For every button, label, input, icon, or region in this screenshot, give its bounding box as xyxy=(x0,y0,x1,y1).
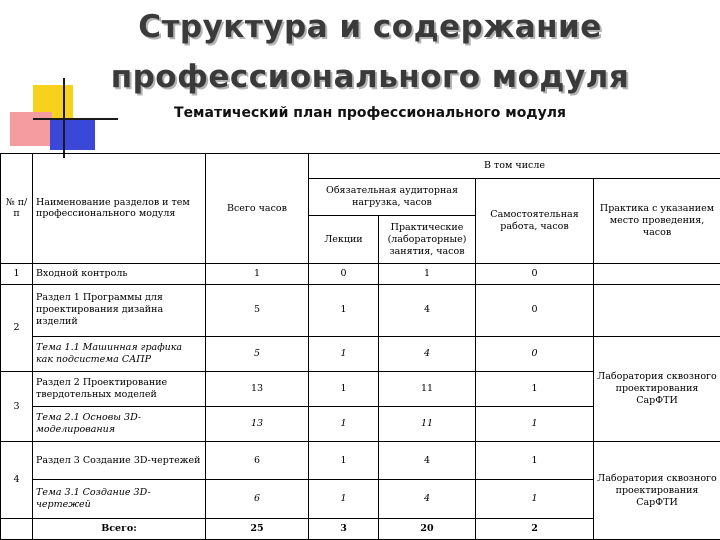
header-mandatory: Обязательная аудиторная нагрузка, часов xyxy=(309,178,476,215)
totals-num xyxy=(1,519,33,540)
row-num: 2 xyxy=(1,284,33,371)
row-name: Раздел 2 Проектирование твердотельных моделей xyxy=(33,371,206,406)
row-name: Раздел 3 Создание 3D-чертежей xyxy=(33,442,206,479)
table-row xyxy=(1,442,720,479)
row-independent: 1 xyxy=(476,479,594,518)
table-row xyxy=(1,284,720,336)
row-independent: 0 xyxy=(476,263,594,284)
decor-blue-square xyxy=(50,118,95,150)
row-total: 5 xyxy=(206,336,309,371)
row-practice xyxy=(594,284,720,336)
totals-independent: 2 xyxy=(476,519,594,540)
row-lectures: 1 xyxy=(309,371,379,406)
row-total: 6 xyxy=(206,442,309,479)
header-practical: Практические (лабораторные) занятия, часов xyxy=(379,216,476,264)
row-lectures: 1 xyxy=(309,336,379,371)
table-row xyxy=(1,336,720,371)
row-independent: 1 xyxy=(476,442,594,479)
row-total: 13 xyxy=(206,407,309,442)
row-independent: 0 xyxy=(476,284,594,336)
page-title-line-2: профессионального модуля xyxy=(110,59,630,95)
row-lectures: 0 xyxy=(309,263,379,284)
row-num: 1 xyxy=(1,263,33,284)
header-total-hours: Всего часов xyxy=(206,154,309,264)
row-lectures: 1 xyxy=(309,442,379,479)
header-name: Наименование разделов и тем профессионального модуля xyxy=(33,154,206,264)
row-practical: 11 xyxy=(379,371,476,406)
header-num: № п/п xyxy=(1,154,33,264)
row-total: 1 xyxy=(206,263,309,284)
row-practice xyxy=(594,263,720,284)
row-name: Тема 3.1 Создание 3D-чертежей xyxy=(33,479,206,518)
row-practical: 4 xyxy=(379,479,476,518)
row-num: 4 xyxy=(1,442,33,519)
row-num: 3 xyxy=(1,371,33,442)
totals-label: Всего: xyxy=(33,519,206,540)
header-lectures: Лекции xyxy=(309,216,379,264)
totals-total: 25 xyxy=(206,519,309,540)
row-practical: 4 xyxy=(379,284,476,336)
thematic-plan-table xyxy=(0,153,720,540)
row-independent: 1 xyxy=(476,371,594,406)
row-lectures: 1 xyxy=(309,407,379,442)
page-subtitle: Тематический план профессионального модуля xyxy=(174,105,566,121)
header-including: В том числе xyxy=(309,154,720,179)
row-independent: 1 xyxy=(476,407,594,442)
row-lectures: 1 xyxy=(309,284,379,336)
row-name: Входной контроль xyxy=(33,263,206,284)
page-title xyxy=(100,2,640,102)
practice-place-cell: Лаборатория сквозного проектирования СарФТИ xyxy=(594,336,720,442)
row-name: Тема 2.1 Основы 3D-моделирования xyxy=(33,407,206,442)
totals-lectures: 3 xyxy=(309,519,379,540)
header-row xyxy=(1,154,720,179)
row-total: 6 xyxy=(206,479,309,518)
row-total: 5 xyxy=(206,284,309,336)
header-independent: Самостоятельная работа, часов xyxy=(476,178,594,263)
row-independent: 0 xyxy=(476,336,594,371)
practice-place-cell: Лаборатория сквозного проектирования СарФТИ xyxy=(594,442,720,540)
totals-practical: 20 xyxy=(379,519,476,540)
row-name: Раздел 1 Программы для проектирования дизайна изделий xyxy=(33,284,206,336)
row-practical: 4 xyxy=(379,336,476,371)
table-row xyxy=(1,263,720,284)
row-total: 13 xyxy=(206,371,309,406)
row-practical: 1 xyxy=(379,263,476,284)
page-title-line-1: Структура и содержание xyxy=(138,9,602,45)
row-practical: 4 xyxy=(379,442,476,479)
header-practice: Практика с указанием место проведения, часов xyxy=(594,178,720,263)
row-lectures: 1 xyxy=(309,479,379,518)
row-name: Тема 1.1 Машинная графика как подсистема САПР xyxy=(33,336,206,371)
row-practical: 11 xyxy=(379,407,476,442)
